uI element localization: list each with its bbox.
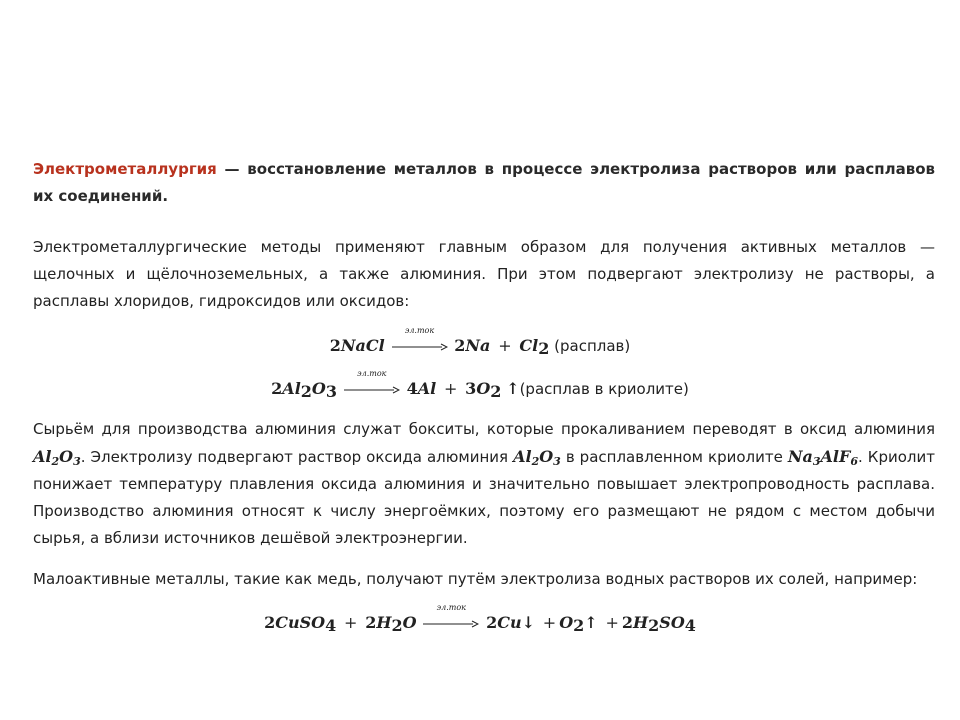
- equation-note: (расплав в криолите): [519, 380, 689, 398]
- formula-al2o3: $Al_2O_3$: [513, 447, 561, 468]
- reaction-arrow: эл.ток: [344, 381, 400, 395]
- gas-arrow-icon: ↑: [584, 613, 598, 632]
- equation-nacl: 2NaCl эл.ток $2Na + Cl_2$ (расплав): [329, 326, 631, 358]
- formula-na3alf6: $Na_3AlF_6$: [787, 447, 859, 468]
- precipitate-arrow-icon: ↓: [521, 613, 536, 632]
- aluminium-paragraph: Сырьём для производства алюминия служат бокситы, которые прокаливанием переводят в оксид алюминия $Al_2O_3$. Электролизу подвергают раствор оксида алюминия $Al_2O_3$ в расплавленном криолите $Na_3AlF_6$. Криолит понижает температуру плавления оксида алюминия и значительно повышает электропроводность расплава. Производство алюминия относят к числу энергоёмких, поэтому его размещают не рядом с местом добычи сырья, а вблизи источников дешёвой электроэнергии.: [33, 420, 935, 547]
- term-electrometallurgy: Электрометаллургия: [33, 160, 217, 178]
- gas-arrow-icon: ↑: [506, 379, 520, 398]
- formula-al2o3: $Al_2O_3$: [33, 447, 81, 468]
- reaction-arrow: эл.ток: [423, 615, 479, 629]
- reaction-arrow: эл.ток: [392, 338, 448, 352]
- definition-text: — восстановление металлов в процессе электролиза растворов или расплавов их соединений.: [33, 160, 935, 205]
- equation-cuso4: 2CuSO$_4$ + $2H_2O$ эл.ток 2Cu↓ + $O_2↑ + 2H_2SO_4$: [264, 603, 696, 635]
- equation-alumina: $2Al_2O_3$ эл.ток $4Al + 3O_2$ ↑(расплав в криолите): [271, 369, 689, 401]
- low-activity-paragraph: Малоактивные металлы, такие как медь, получают путём электролиза водных растворов их солей, например:: [33, 570, 918, 588]
- methods-paragraph: Электрометаллургические методы применяют главным образом для получения активных металлов — щелочных и щёлочноземельных, а также алюминия. При этом подвергают электролизу не растворы, а расплавы хлоридов, гидроксидов или оксидов:: [33, 238, 935, 310]
- definition-paragraph: [33, 156, 935, 210]
- equation-note: (расплав): [554, 337, 631, 355]
